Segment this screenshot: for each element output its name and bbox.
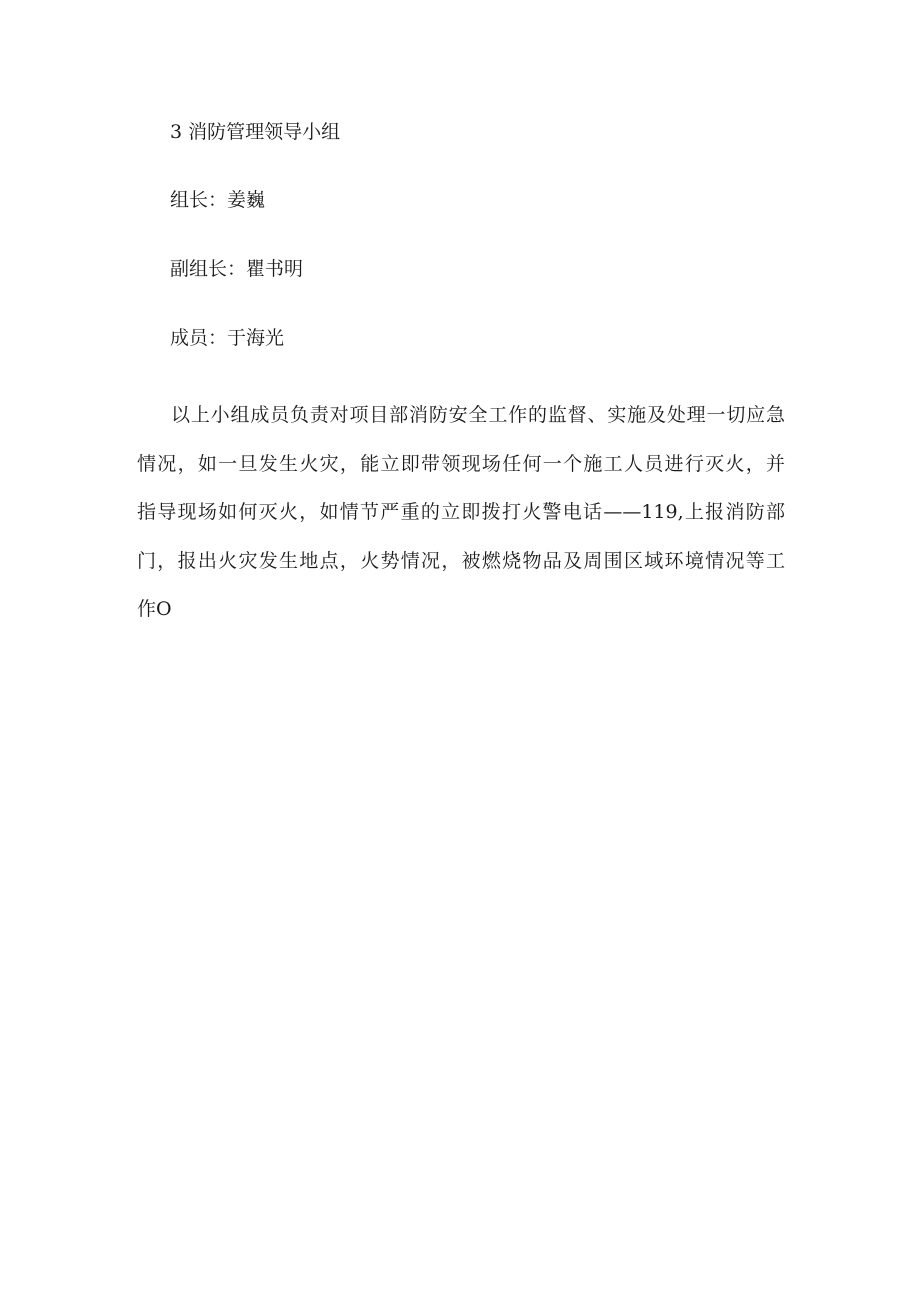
paragraph-line: 指导现场如何灭火，如情节严重的立即拨打火警电话——119,上报消防部	[137, 501, 785, 523]
responsibility-paragraph	[137, 391, 785, 634]
paragraph-line: 作O	[137, 598, 172, 620]
paragraph-line: 门，报出火灾发生地点，火势情况，被燃烧物品及周围区域环境情况等工	[137, 549, 785, 572]
paragraph-line: 以上小组成员负责对项目部消防安全工作的监督、实施及处理一切应急	[171, 404, 785, 426]
deputy-leader-line: 副组长：瞿书明	[170, 258, 304, 280]
paragraph-line: 情况，如一旦发生火灾，能立即带领现场任何一个施工人员进行灭火，并	[137, 452, 785, 475]
member-line: 成员：于海光	[170, 327, 285, 349]
section-heading: 3 消防管理领导小组	[170, 121, 341, 143]
group-leader-line: 组长：姜巍	[170, 189, 266, 211]
